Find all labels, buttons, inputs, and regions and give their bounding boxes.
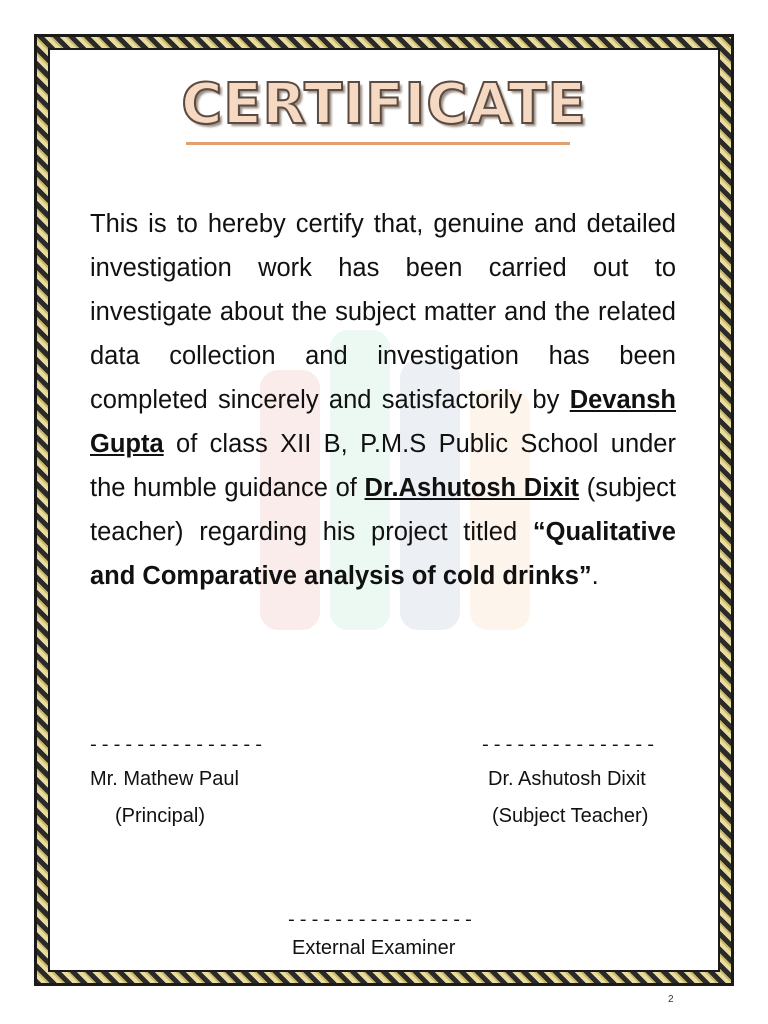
teacher-signature-line: ---------------: [480, 736, 658, 756]
teacher-signature-role: (Subject Teacher): [492, 805, 649, 827]
body-end: .: [591, 562, 599, 590]
body-class-text: of class XII B, P.M.S Public School under the humble guidance of: [90, 430, 676, 502]
body-role-text: (subject teacher) regarding his project titled: [90, 474, 677, 546]
principal-name: Mr. Mathew Paul: [90, 768, 239, 790]
title-underline: [186, 142, 570, 145]
student-name: Devansh Gupta: [90, 386, 676, 458]
certificate-title: CERTIFICATE: [181, 72, 587, 137]
body-intro: This is to hereby certify that, genuine and detailed investigation work has been carried out to investigate about the subject matter and the related data collection and investigation has been completed sincerely and satisfactorily by: [90, 210, 676, 414]
external-examiner-label: External Examiner: [292, 937, 456, 959]
certificate-body: [90, 202, 676, 598]
page-number: 2: [668, 994, 674, 1005]
teacher-name: Dr.Ashutosh Dixit: [364, 474, 580, 502]
principal-signature-line: ---------------: [88, 736, 266, 756]
principal-role: (Principal): [115, 805, 206, 827]
teacher-signature-name: Dr. Ashutosh Dixit: [488, 768, 646, 790]
project-title: “Qualitative and Comparative analysis of cold drinks”: [90, 518, 676, 590]
examiner-signature-line: ----------------: [286, 911, 475, 931]
